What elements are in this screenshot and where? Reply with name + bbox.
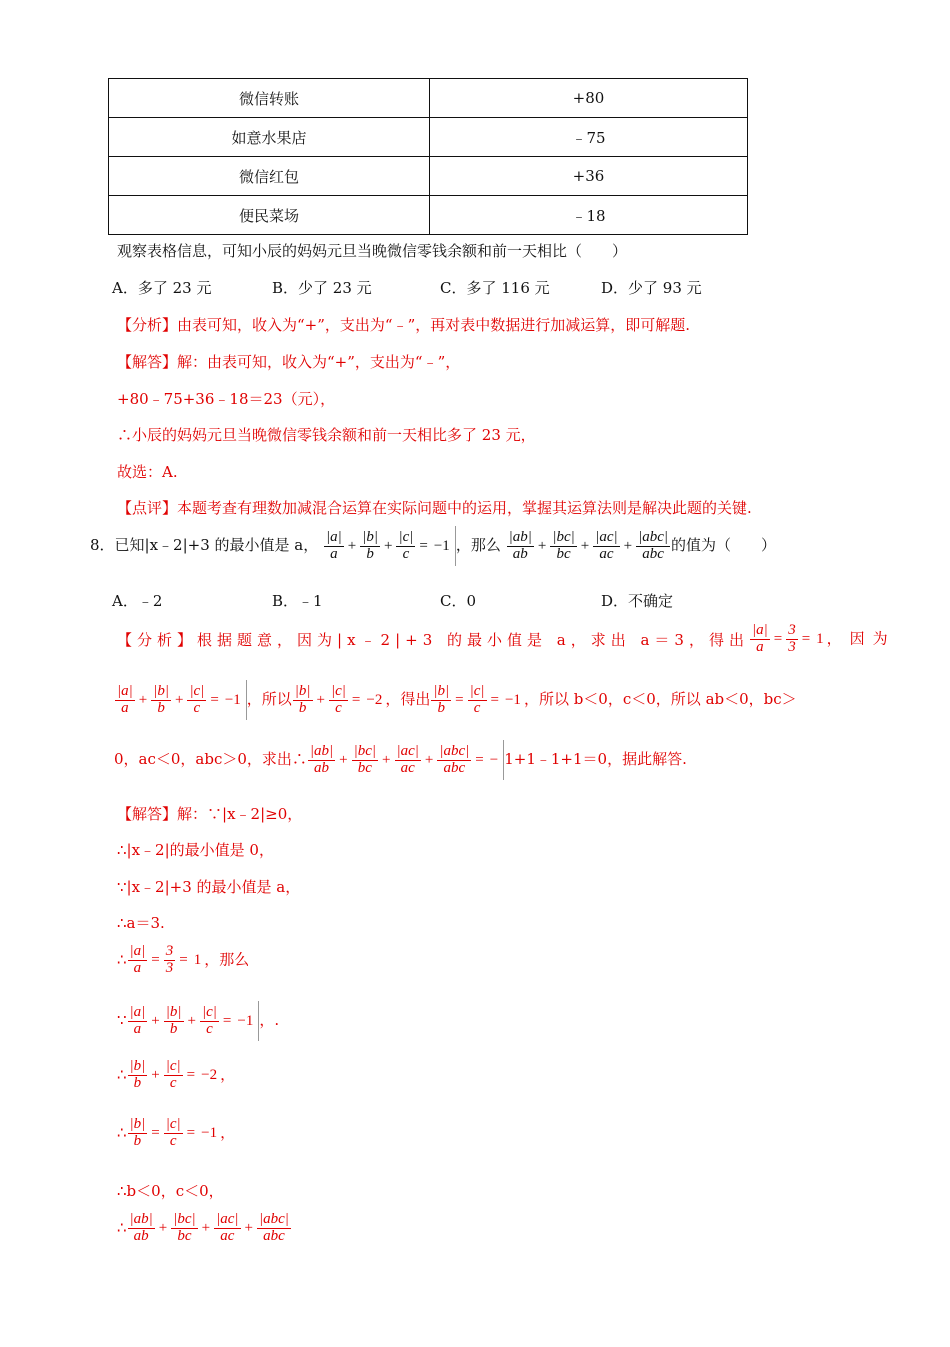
analysis-text: ，得出 bbox=[385, 690, 431, 708]
analysis-tag: 【分析】 bbox=[117, 316, 178, 334]
fraction: $\frac{|c|}{c}$ bbox=[189, 682, 205, 716]
fraction: $\frac{|b|}{b}$ bbox=[433, 682, 450, 716]
fraction: |abc| abc bbox=[259, 1211, 289, 1244]
fraction: $\frac{|b|}{b}$ bbox=[153, 682, 169, 716]
fraction: $\frac{|c|}{c}$ bbox=[469, 682, 485, 716]
q8-answer-2: ∴|x﹣2|的最小值是 0， bbox=[117, 841, 274, 859]
q8-analysis-3: 0，ac＜0，abc＞0，求出∴ $\frac{|ab|}{ab}$ + $\frac{|bc|}{bc}$ + $\frac{|ac|}{ac}$ + |abc| abc = − 1+1﹣1+1＝0，据此解答. bbox=[114, 740, 687, 780]
analysis-text: 0，ac＜0，abc＞0，求出∴ bbox=[114, 750, 307, 768]
q8-analysis-1: 【分析】根据题意，因为|x﹣2|+3 的最小值是 a，求出 a＝3，得出 $\frac{|a|}{a}$ = $\frac{3}{3}$ = 1 ，因为 bbox=[117, 622, 896, 655]
fraction: $\frac{|b|}{b}$ bbox=[165, 1003, 182, 1037]
table-row bbox=[109, 196, 748, 235]
table-row bbox=[109, 157, 748, 196]
fraction: $\frac{3}{3}$ bbox=[788, 622, 796, 655]
analysis-tag: 【分析】 bbox=[117, 630, 198, 649]
fraction: $\frac{|bc|}{bc}$ bbox=[353, 742, 377, 776]
fraction: $\frac{|ab|}{ab}$ bbox=[508, 528, 532, 562]
fraction: $\frac{|c|}{c}$ bbox=[165, 1058, 181, 1091]
q8-answer-5: ∴ $\frac{|a|}{a}$ = $\frac{3}{3}$ = 1 ，那么 bbox=[117, 943, 250, 976]
q8-option-d: D．不确定 bbox=[601, 592, 674, 610]
fraction: $\frac{|a|}{a}$ bbox=[326, 528, 342, 562]
fraction: $\frac{|c|}{c}$ bbox=[398, 528, 414, 562]
analysis-text: 由表可知，收入为“+”，支出为“﹣”，再对表中数据进行加减运算，即可解题. bbox=[177, 316, 691, 334]
table-cell-amount: ﹣75 bbox=[430, 118, 748, 157]
fraction: $\frac{|a|}{a}$ bbox=[129, 943, 146, 976]
fraction: $\frac{|bc|}{bc}$ bbox=[173, 1211, 196, 1244]
answer-tag: 【解答】 bbox=[117, 805, 178, 823]
table-cell-name: 微信转账 bbox=[109, 79, 430, 118]
q7-option-d: D．少了 93 元 bbox=[601, 279, 702, 297]
q8-answer-1 bbox=[117, 803, 302, 824]
analysis-text: ，因为 bbox=[826, 629, 896, 648]
fraction: $\frac{|b|}{b}$ bbox=[129, 1058, 146, 1091]
fraction: $\frac{|ac|}{ac}$ bbox=[216, 1211, 239, 1244]
fraction: $\frac{|c|}{c}$ bbox=[331, 682, 346, 716]
q7-option-c: C．多了 116 元 bbox=[440, 279, 550, 297]
answer-tag: 【解答】 bbox=[117, 353, 178, 371]
comment-text: 本题考查有理数加减混合运算在实际问题中的运用，掌握其运算法则是解决此题的关键. bbox=[177, 499, 752, 517]
q8-stem-3: 的值为（ ） bbox=[670, 536, 776, 554]
q8-stem-2: ，那么 bbox=[455, 536, 501, 554]
answer-text: 解：由表可知，收入为“+”，支出为“﹣”， bbox=[177, 353, 461, 371]
fraction: $\frac{|c|}{c}$ bbox=[165, 1116, 181, 1149]
q7-option-b: B．少了 23 元 bbox=[272, 279, 372, 297]
analysis-text: ，所以 b＜0，c＜0，所以 ab＜0，bc＞ bbox=[523, 690, 797, 708]
fraction: $\frac{|ac|}{ac}$ bbox=[595, 528, 618, 562]
q8-option-b: B．﹣1 bbox=[272, 592, 323, 610]
analysis-text: ，所以 bbox=[246, 690, 292, 708]
fraction: $\frac{|a|}{a}$ bbox=[751, 622, 768, 655]
table-cell-name: 如意水果店 bbox=[109, 118, 430, 157]
q7-option-a: A．多了 23 元 bbox=[112, 279, 212, 297]
analysis-text: 根据题意，因为|x﹣2|+3 的最小值是 a，求出 a＝3，得出 bbox=[197, 630, 749, 649]
q7-answer-4: 故选：A. bbox=[117, 463, 178, 481]
q7-answer-2: +80﹣75+36﹣18＝23（元）， bbox=[117, 390, 336, 408]
table-row bbox=[109, 118, 748, 157]
q8-answer-3: ∵|x﹣2|+3 的最小值是 a， bbox=[117, 878, 301, 896]
analysis-text: 1+1﹣1+1＝0，据此解答. bbox=[504, 750, 687, 768]
q7-answer-3: ∴小辰的妈妈元旦当晚微信零钱余额和前一天相比多了 23 元， bbox=[117, 426, 536, 444]
fraction: $\frac{|bc|}{bc}$ bbox=[552, 528, 575, 562]
q8-option-c: C．0 bbox=[440, 592, 477, 610]
fraction: $\frac{3}{3}$ bbox=[165, 943, 174, 976]
table-cell-amount: +80 bbox=[430, 79, 748, 118]
q8-answer-7: ∴ $\frac{|b|}{b}$ + $\frac{|c|}{c}$ = −2 ， bbox=[117, 1058, 236, 1091]
table-row bbox=[109, 79, 748, 118]
fraction: $\frac{|b|}{b}$ bbox=[362, 528, 378, 562]
table-cell-name: 微信红包 bbox=[109, 157, 430, 196]
q8-answer-10: ∴ $\frac{|ab|}{ab}$ + $\frac{|bc|}{bc}$ + $\frac{|ac|}{ac}$ + |abc| abc bbox=[117, 1211, 289, 1244]
fraction: $\frac{|ac|}{ac}$ bbox=[396, 742, 419, 776]
q8-answer-9: ∴b＜0，c＜0， bbox=[117, 1182, 224, 1200]
q7-question: 观察表格信息，可知小辰的妈妈元旦当晚微信零钱余额和前一天相比（ ） bbox=[117, 242, 628, 260]
comment-tag: 【点评】 bbox=[117, 499, 178, 517]
fraction: |abc| abc bbox=[638, 528, 668, 562]
q8-answer-6: ∵ $\frac{|a|}{a}$ + $\frac{|b|}{b}$ + $\frac{|c|}{c}$ = −1 ，. bbox=[117, 1001, 279, 1041]
table-cell-name: 便民菜场 bbox=[109, 196, 430, 235]
fraction: $\frac{|b|}{b}$ bbox=[294, 682, 311, 716]
fraction: $\frac{|ab|}{ab}$ bbox=[309, 742, 334, 776]
q8-answer-8: ∴ $\frac{|b|}{b}$ = $\frac{|c|}{c}$ = −1 ， bbox=[117, 1116, 236, 1149]
q8-number: 8． bbox=[90, 536, 115, 554]
fraction: $\frac{|c|}{c}$ bbox=[201, 1003, 217, 1037]
q8-option-a: A．﹣2 bbox=[112, 592, 163, 610]
q7-answer-1 bbox=[117, 351, 460, 372]
table-cell-amount: ﹣18 bbox=[430, 196, 748, 235]
fraction: $\frac{|a|}{a}$ bbox=[117, 682, 133, 716]
fraction: $\frac{|ab|}{ab}$ bbox=[129, 1211, 153, 1244]
q8-analysis-2: $\frac{|a|}{a}$ + $\frac{|b|}{b}$ + $\frac{|c|}{c}$ = −1 ，所以 $\frac{|b|}{b}$ + $\frac{|c|}{c}$ = −2 ，得出 $\frac{|b|}{b}$ = $\frac{|c|}{c}$ = −1 ，所以 b＜0，c＜0，所以 ab＜0，bc＞ bbox=[114, 680, 797, 720]
answer-text: ，那么 bbox=[204, 950, 250, 969]
q8-stem-1: 已知|x﹣2|+3 的最小值是 a， bbox=[114, 536, 319, 554]
answer-text: ，. bbox=[259, 1011, 280, 1029]
transaction-table bbox=[108, 78, 748, 235]
fraction: $\frac{|a|}{a}$ bbox=[129, 1003, 146, 1037]
q8-answer-4: ∴a＝3. bbox=[117, 914, 165, 932]
q8-stem: 8．已知|x﹣2|+3 的最小值是 a， $\frac{|a|}{a}$ + $\frac{|b|}{b}$ + $\frac{|c|}{c}$ = −1 ，那么 $\frac{|ab|}{ab}$ + $\frac{|bc|}{bc}$ + $\frac{|ac|}{ac}$ + |abc| abc 的值为（ ） bbox=[90, 526, 776, 566]
table-cell-amount: +36 bbox=[430, 157, 748, 196]
answer-text: 解：∵|x﹣2|≥0， bbox=[177, 805, 303, 823]
fraction: $\frac{|b|}{b}$ bbox=[129, 1116, 146, 1149]
q7-analysis bbox=[117, 314, 690, 335]
q7-comment bbox=[117, 497, 752, 518]
fraction: |abc| abc bbox=[439, 742, 470, 776]
